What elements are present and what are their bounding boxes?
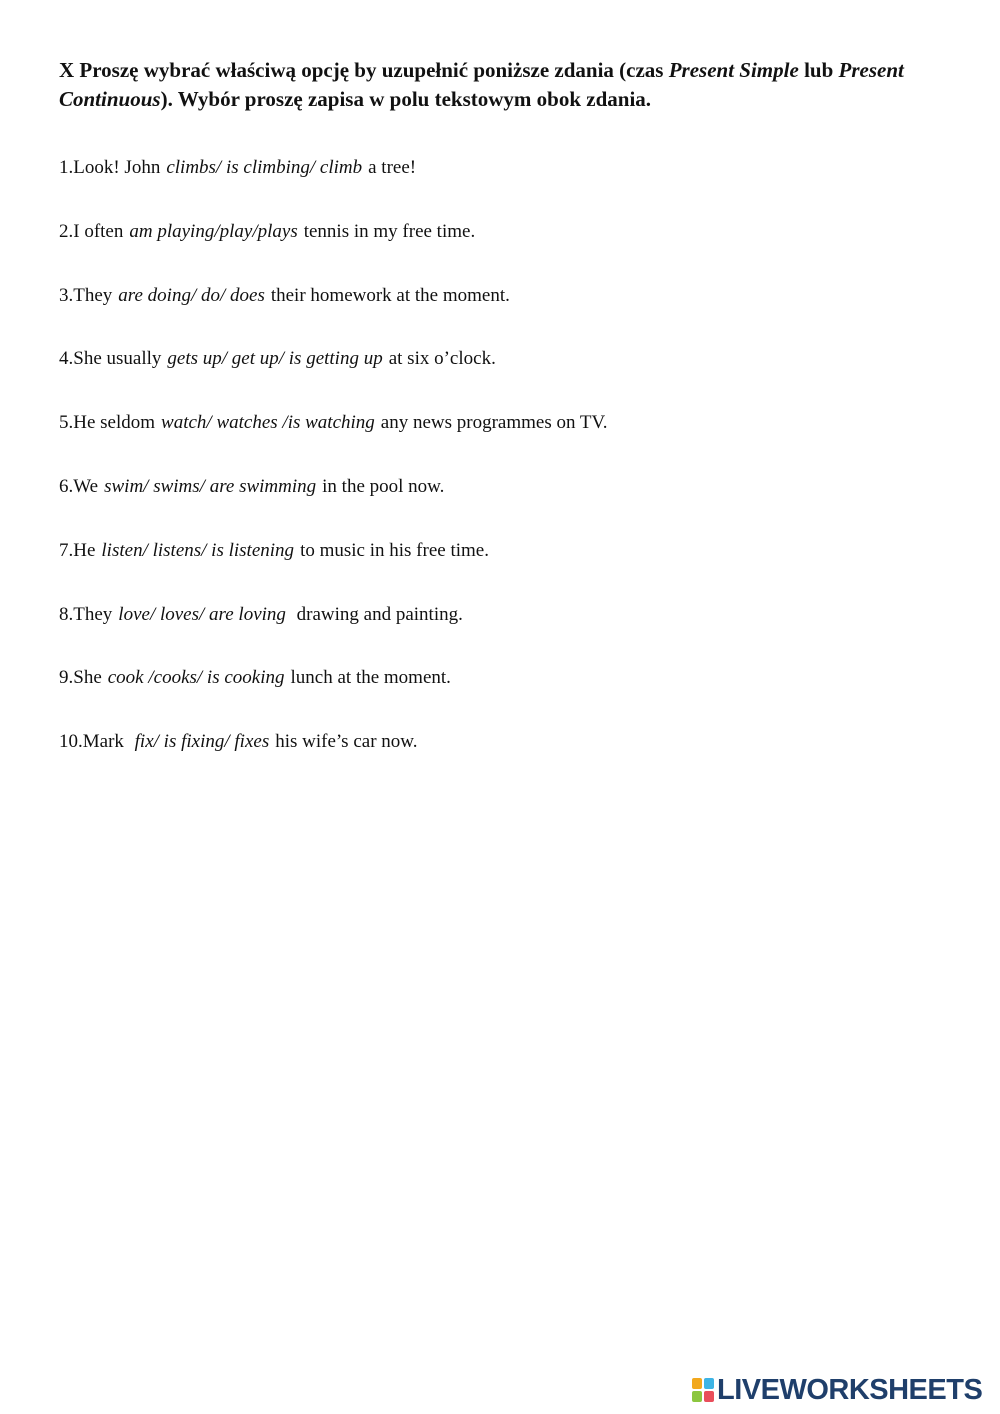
exercise-item — [59, 664, 608, 728]
exercise-prefix: 1.Look! John — [59, 157, 161, 178]
exercise-item — [59, 537, 608, 601]
logo-square-1 — [692, 1378, 702, 1389]
exercise-prefix: 2.I often — [59, 220, 124, 242]
instructions-text-2: lub — [798, 58, 839, 82]
exercise-suffix: their homework at the moment. — [270, 284, 510, 306]
instructions-tense-2: Present Continuous — [59, 58, 904, 111]
exercise-prefix: 10.Mark — [59, 731, 124, 753]
liveworksheets-wordmark: LIVEWORKSHEETS — [717, 1374, 983, 1406]
exercise-prefix: 8.They — [59, 603, 113, 625]
exercise-prefix: 3.They — [59, 284, 113, 306]
instructions-text-3: ). Wybór proszę zapisa w polu tekstowym obok zdania. — [160, 87, 652, 111]
exercise-suffix: lunch at the moment. — [290, 667, 451, 689]
logo-square-4 — [704, 1391, 714, 1402]
exercise-suffix: in the pool now. — [322, 475, 445, 497]
instructions-text-1: X Proszę wybrać właściwą opcję by uzupełnić poniższe zdania (czas — [59, 58, 669, 82]
instructions-tense-1: Present Simple — [668, 58, 799, 82]
logo-square-2 — [704, 1378, 714, 1389]
exercise-item — [59, 728, 608, 792]
exercise-suffix: at six o’clock. — [388, 348, 496, 370]
exercise-suffix: drawing and painting. — [291, 603, 463, 625]
exercise-prefix: 4.She usually — [59, 348, 162, 370]
exercise-options: cook /cooks/ is cooking — [107, 667, 285, 689]
exercise-options: listen/ listens/ is listening — [101, 539, 295, 561]
exercise-item — [59, 601, 608, 665]
exercise-options: gets up/ get up/ is getting up — [167, 348, 383, 370]
liveworksheets-logo-icon — [692, 1378, 714, 1402]
exercise-prefix: 6.We — [59, 475, 99, 497]
exercise-list — [59, 154, 608, 792]
exercise-prefix: 9.She — [59, 667, 102, 689]
exercise-suffix: any news programmes on TV. — [380, 412, 608, 434]
exercise-options: fix/ is fixing/ fixes — [129, 731, 270, 753]
exercise-options: swim/ swims/ are swimming — [104, 475, 317, 497]
exercise-item — [59, 409, 608, 473]
exercise-options: are doing/ do/ does — [118, 284, 265, 306]
exercise-options: climbs/ is climbing/ climb — [166, 157, 363, 178]
exercise-suffix: tennis in my free time. — [303, 220, 476, 242]
exercise-options: love/ loves/ are loving — [118, 603, 286, 625]
exercise-item — [59, 345, 608, 409]
exercise-item — [59, 473, 608, 537]
logo-square-3 — [692, 1391, 702, 1402]
exercise-suffix: a tree! — [368, 157, 417, 178]
exercise-item — [59, 218, 608, 282]
exercise-item — [59, 282, 608, 346]
exercise-suffix: his wife’s car now. — [275, 731, 418, 753]
exercise-prefix: 7.He — [59, 539, 96, 561]
exercise-options: am playing/play/plays — [129, 220, 298, 242]
exercise-prefix: 5.He seldom — [59, 412, 156, 434]
liveworksheets-brand — [692, 1373, 992, 1407]
instructions — [59, 56, 939, 114]
exercise-suffix: to music in his free time. — [300, 539, 489, 561]
exercise-options: watch/ watches /is watching — [161, 412, 375, 434]
exercise-item — [59, 154, 608, 218]
